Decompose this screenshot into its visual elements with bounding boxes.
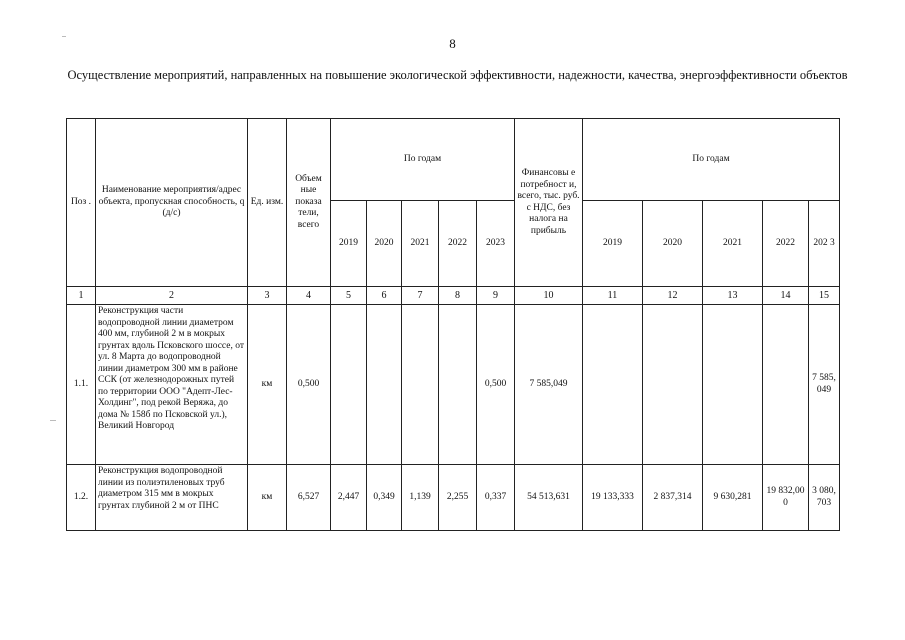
row-finance-2022: 19 832,00 0: [763, 465, 809, 531]
header-year: 2020: [367, 201, 402, 287]
row-volume-2023: 0,500: [477, 305, 515, 465]
row-volume-2022: [439, 305, 477, 465]
header-year: 2021: [703, 201, 763, 287]
column-number: 12: [643, 287, 703, 305]
row-volume-2022: 2,255: [439, 465, 477, 531]
table-row: [67, 465, 840, 531]
measures-table: [66, 118, 840, 531]
row-pos: 1.1.: [67, 305, 96, 465]
row-volume-2020: 0,349: [367, 465, 402, 531]
header-year: 2020: [643, 201, 703, 287]
header-pos: Поз .: [67, 119, 96, 287]
row-name: Реконструкция части водопроводной линии диаметром 400 мм, глубиной 2 м в мокрых грунтах вдоль Псковского шоссе, от ул. 8 Марта до водопроводной линии диаметром 300 мм в районе ССК (от железнодорожных путей по территории ООО "Адепт-Лес-Холдинг", под рекой Веряжа, до дома № 158б по Псковской ул.), Великий Новгород: [96, 305, 248, 465]
table-row: [67, 305, 840, 465]
row-finance-2023: 3 080, 703: [809, 465, 840, 531]
row-volume-2021: 1,139: [402, 465, 439, 531]
row-volume-2019: 2,447: [331, 465, 367, 531]
row-finance: 54 513,631: [515, 465, 583, 531]
column-number: 11: [583, 287, 643, 305]
header-year: 2021: [402, 201, 439, 287]
row-unit: км: [248, 465, 287, 531]
column-number: 6: [367, 287, 402, 305]
column-number: 4: [287, 287, 331, 305]
row-pos: 1.2.: [67, 465, 96, 531]
header-volume: Объем ные показа тели, всего: [287, 119, 331, 287]
row-volume-2020: [367, 305, 402, 465]
header-year: 2019: [331, 201, 367, 287]
row-volume-2021: [402, 305, 439, 465]
row-finance: 7 585,049: [515, 305, 583, 465]
column-number: 8: [439, 287, 477, 305]
row-finance-2020: 2 837,314: [643, 465, 703, 531]
row-volume-2023: 0,337: [477, 465, 515, 531]
header-unit: Ед. изм.: [248, 119, 287, 287]
header-name: Наименование мероприятия/адрес объекта, пропускная способность, q (д/с): [96, 119, 248, 287]
header-by-years-finance: По годам: [583, 119, 840, 201]
row-name: Реконструкция водопроводной линии из полиэтиленовых труб диаметром 315 мм в мокрых грунтах глубиной 2 м от ПНС: [96, 465, 248, 531]
header-year: 2019: [583, 201, 643, 287]
column-number: 7: [402, 287, 439, 305]
column-number: 2: [96, 287, 248, 305]
column-number: 5: [331, 287, 367, 305]
column-number: 13: [703, 287, 763, 305]
row-unit: км: [248, 305, 287, 465]
row-finance-2019: 19 133,333: [583, 465, 643, 531]
header-year: 2022: [439, 201, 477, 287]
page-number: 8: [449, 36, 456, 51]
row-finance-2019: [583, 305, 643, 465]
row-finance-2022: [763, 305, 809, 465]
header-year: 2022: [763, 201, 809, 287]
row-finance-2020: [643, 305, 703, 465]
row-volume: 0,500: [287, 305, 331, 465]
header-finance: Финансовы е потребност и, всего, тыс. руб. с НДС, без налога на прибыль: [515, 119, 583, 287]
row-finance-2021: [703, 305, 763, 465]
column-number: 3: [248, 287, 287, 305]
column-number: 9: [477, 287, 515, 305]
row-finance-2023: 7 585, 049: [809, 305, 840, 465]
row-volume-2019: [331, 305, 367, 465]
row-finance-2021: 9 630,281: [703, 465, 763, 531]
column-number: 10: [515, 287, 583, 305]
scan-speck: [62, 36, 66, 37]
header-by-years-volume: По годам: [331, 119, 515, 201]
column-number: 14: [763, 287, 809, 305]
header-year: 202 3: [809, 201, 840, 287]
column-number: 15: [809, 287, 840, 305]
row-volume: 6,527: [287, 465, 331, 531]
header-year: 2023: [477, 201, 515, 287]
column-number: 1: [67, 287, 96, 305]
document-title: Осуществление мероприятий, направленных на повышение экологической эффективности, надежности, качества, энергоэффективности объектов: [67, 68, 848, 82]
scan-speck: [50, 420, 56, 421]
